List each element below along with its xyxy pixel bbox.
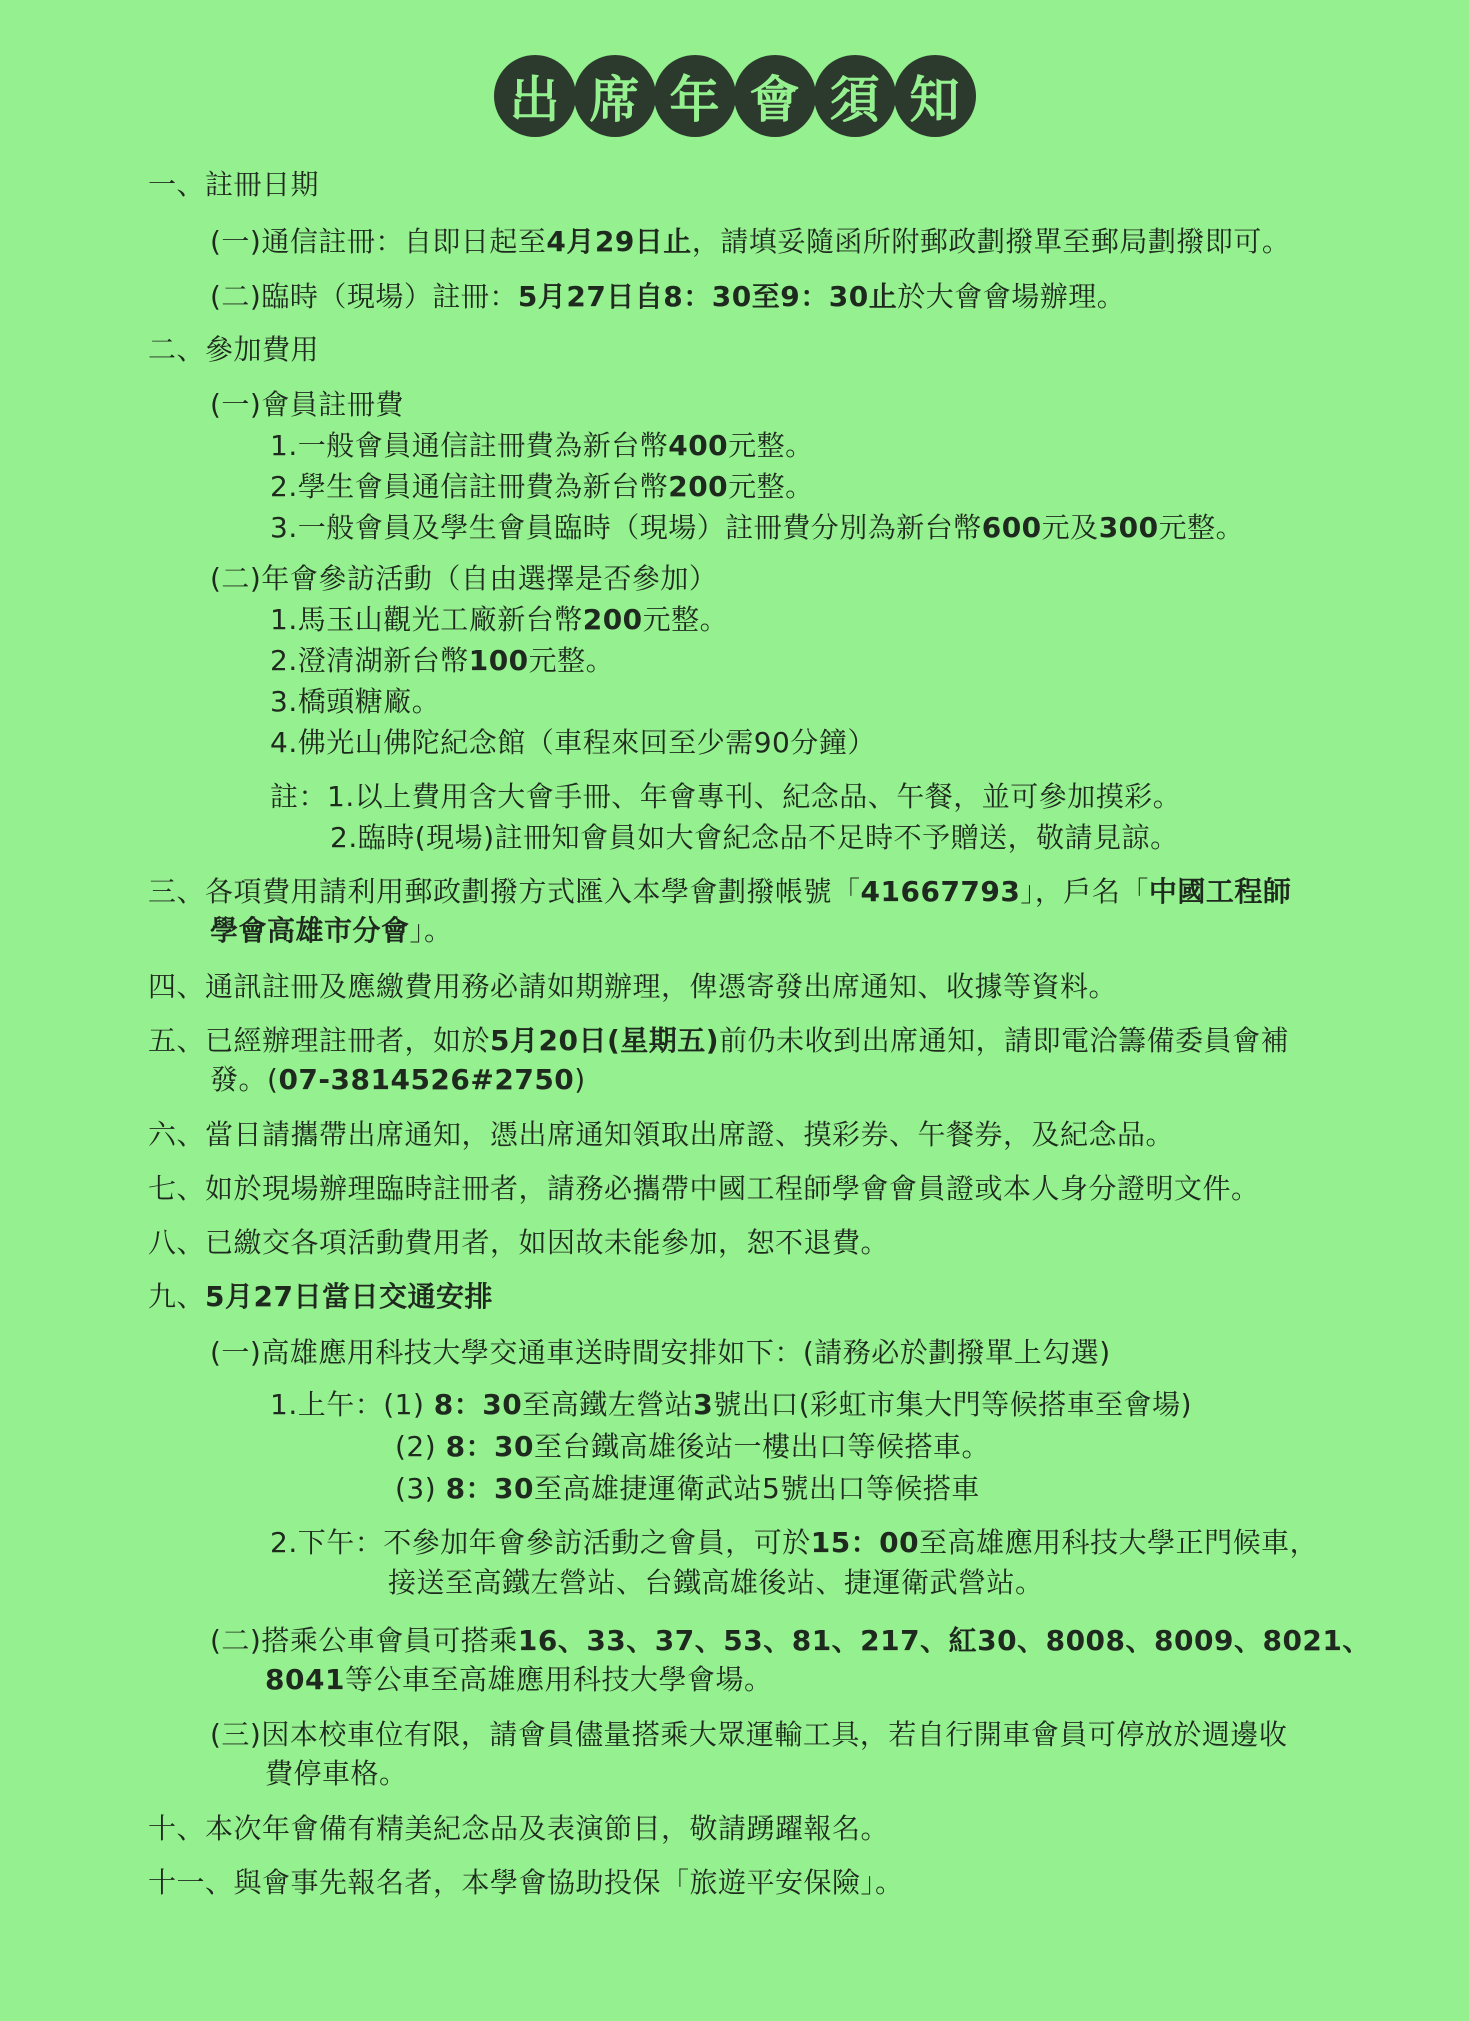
notice-text: 至高雄捷運衛武站5號出口等候搭車 [534,1472,980,1505]
notice-line [148,1024,1289,1058]
title-char: 須 [817,58,893,134]
notice-text-bold: 8041 [265,1663,345,1696]
notice-line [210,1624,1371,1658]
notice-text: (二)搭乘公車會員可搭乘 [210,1624,518,1657]
notice-text-bold: 4月29日止 [546,225,692,258]
notice-line [270,511,1244,545]
notice-text: 費停車格。 [265,1757,408,1790]
notice-text: 元整。 [528,644,615,677]
notice-text: (2) [395,1430,446,1463]
notice-line [148,1280,493,1314]
notice-line [210,1063,586,1097]
notice-line [210,914,453,948]
notice-line [148,333,319,367]
notice-line [265,1757,408,1791]
notice-line [210,388,404,422]
notice-line [210,225,1290,259]
notice-text: 元整。 [1158,511,1245,544]
notice-line [148,970,1117,1004]
title-char: 會 [737,58,813,134]
notice-text-bold: 400 [668,429,729,462]
notice-text: 3.一般會員及學生會員臨時（現場）註冊費分別為新台幣 [270,511,982,544]
notice-text: 六、當日請攜帶出席通知，憑出席通知領取出席證、摸彩券、午餐券，及紀念品。 [148,1118,1175,1151]
notice-text: 接送至高鐵左營站、台鐵高雄後站、捷運衛武營站。 [388,1566,1044,1599]
notice-text-bold: 07-3814526#2750 [278,1063,575,1096]
title-char: 出 [497,58,573,134]
notice-text: (一)通信註冊：自即日起至 [210,225,547,258]
notice-text: 元及 [1041,511,1099,544]
notice-text: 號出口(彩虹市集大門等候搭車至會場) [713,1388,1193,1421]
notice-text: 4.佛光山佛陀紀念館（車程來回至少需90分鐘） [270,726,876,759]
notice-text: 二、參加費用 [148,333,320,366]
notice-text: 發。( [210,1063,279,1096]
notice-text: 八、已繳交各項活動費用者，如因故未能參加，恕不退費。 [148,1226,890,1259]
notice-text: (二)年會參訪活動（自由選擇是否參加） [210,562,718,595]
notice-line [210,562,717,596]
notice-text: 至高雄應用科技大學正門候車， [919,1526,1319,1559]
notice-text-bold: 100 [468,644,529,677]
notice-text: 至台鐵高雄後站一樓出口等候搭車。 [534,1430,991,1463]
notice-text: 四、通訊註冊及應繳費用務必請如期辦理，俾憑寄發出席通知、收據等資料。 [148,970,1118,1003]
notice-text-bold: 8：30 [445,1430,535,1463]
notice-line [395,1472,980,1506]
notice-line [210,1336,1111,1370]
page-title [0,58,1469,134]
notice-line [330,821,1179,855]
notice-text: 元整。 [728,470,814,503]
notice-text: 註：1.以上費用含大會手冊、年會專刊、紀念品、午餐，並可參加摸彩。 [270,780,1182,813]
notice-text: 1.馬玉山觀光工廠新台幣 [270,603,583,636]
notice-line [270,726,876,760]
notice-line [148,1866,904,1900]
notice-text: 2.學生會員通信註冊費為新台幣 [270,470,669,503]
notice-text-bold: 中國工程師 [1148,875,1292,908]
notice-text-bold: 5月20日(星期五) [490,1024,720,1057]
notice-text: 至高鐵左營站 [522,1388,694,1421]
notice-line [270,603,728,637]
notice-text: 三、各項費用請利用郵政劃撥方式匯入本學會劃撥帳號「 [148,875,861,908]
notice-line [148,1812,889,1846]
notice-text-bold: 15：00 [810,1526,920,1559]
notice-text: 前仍未收到出席通知，請即電洽籌備委員會補 [719,1024,1290,1057]
notice-text: 2.下午：不參加年會參訪活動之會員，可於 [270,1526,811,1559]
notice-text-bold: 3 [693,1388,714,1421]
notice-line [148,875,1291,909]
notice-text: 於大會會場辦理。 [897,280,1126,313]
notice-line [270,644,614,678]
notice-text: (一)會員註冊費 [210,388,404,421]
notice-text-bold: 8：30 [433,1388,523,1421]
notice-line [388,1566,1044,1600]
notice-line [270,780,1181,814]
notice-text: 九、 [148,1280,206,1313]
notice-text-bold: 5月27日自8：30至9：30止 [517,280,898,313]
notice-text-bold: 16、33、37、53、81、217、紅30、8008、8009、8021、 [517,1624,1371,1657]
notice-text: 一、註冊日期 [148,168,320,201]
notice-line [210,280,1125,314]
notice-text: (三)因本校車位有限，請會員儘量搭乘大眾運輸工具，若自行開車會員可停放於週邊收 [210,1718,1288,1751]
notice-text: 十、本次年會備有精美紀念品及表演節目，敬請踴躍報名。 [148,1812,890,1845]
notice-text-bold: 8：30 [445,1472,535,1505]
title-char: 年 [657,58,733,134]
notice-text-bold: 300 [1098,511,1159,544]
notice-line [270,1526,1318,1560]
notice-text: 2.澄清湖新台幣 [270,644,469,677]
notice-line [270,470,814,504]
notice-line [270,429,814,463]
notice-text-bold: 41667793 [860,875,1021,908]
notice-text-bold: 600 [981,511,1042,544]
notice-text: 3.橋頭糖廠。 [270,685,441,718]
notice-text-bold: 200 [668,470,729,503]
notice-text: (3) [395,1472,446,1505]
notice-line [270,1388,1192,1422]
notice-text: 元整。 [642,603,729,636]
notice-text: 等公車至高雄應用科技大學會場。 [344,1663,773,1696]
notice-text: 元整。 [728,429,814,462]
notice-text: 十一、與會事先報名者，本學會協助投保「旅遊平安保險」。 [148,1866,904,1899]
notice-text: ，請填妥隨函所附郵政劃撥單至郵局劃撥即可。 [691,225,1291,258]
notice-line [148,1118,1174,1152]
notice-line [210,1718,1287,1752]
notice-text-bold: 200 [582,603,643,636]
notice-line [148,1226,889,1260]
notice-text: 1.一般會員通信註冊費為新台幣 [270,429,669,462]
notice-text: (一)高雄應用科技大學交通車送時間安排如下：(請務必於劃撥單上勾選) [210,1336,1111,1369]
notice-line [395,1430,990,1464]
notice-line [148,1172,1260,1206]
notice-text: 七、如於現場辦理臨時註冊者，請務必攜帶中國工程師學會會員證或本人身分證明文件。 [148,1172,1260,1205]
title-char: 知 [897,58,973,134]
notice-text: (二)臨時（現場）註冊： [210,280,518,313]
notice-line [265,1663,772,1697]
notice-text: 」。 [409,914,453,947]
notice-text: 2.臨時(現場)註冊知會員如大會紀念品不足時不予贈送，敬請見諒。 [330,821,1179,854]
notice-line [270,685,440,719]
notice-line [148,168,319,202]
notice-text-bold: 學會高雄市分會 [210,914,410,947]
notice-text: 五、已經辦理註冊者，如於 [148,1024,491,1057]
notice-text-bold: 5月27日當日交通安排 [205,1280,493,1313]
notice-text: ) [574,1063,586,1096]
title-char: 席 [577,58,653,134]
notice-text: 」，戶名「 [1020,875,1149,908]
notice-text: 1.上午：(1) [270,1388,434,1421]
